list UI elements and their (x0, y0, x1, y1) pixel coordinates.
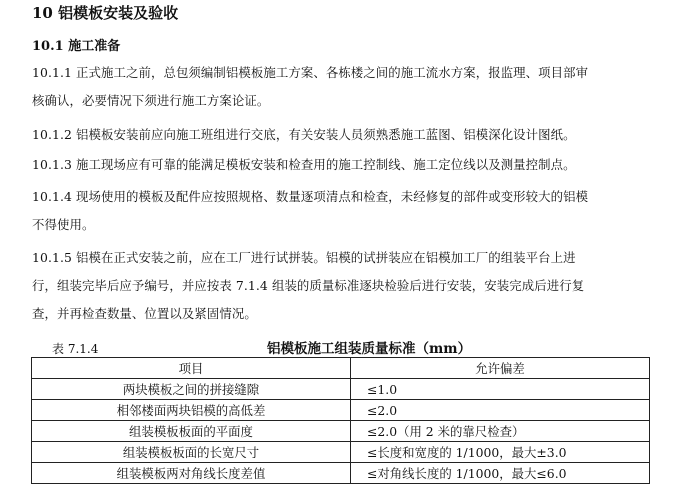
tolerance-cell: ≤1.0 (351, 379, 650, 400)
clause-text: 铝模板安装前应向施工班组进行交底，有关安装人员须熟悉施工蓝图、铝模深化设计图纸。 (76, 127, 576, 142)
column-header-item: 项目 (32, 358, 351, 379)
item-cell: 两块模板之间的拼接缝隙 (32, 379, 351, 400)
paragraph-line: 不得使用。 (32, 217, 95, 232)
table-row (32, 442, 650, 463)
paragraph-line (32, 151, 658, 179)
table-header-row (32, 358, 650, 379)
subsection-title: 10.1 施工准备 (32, 39, 121, 54)
column-header-tolerance: 允许偏差 (351, 358, 650, 379)
quality-standard-table (31, 357, 650, 484)
paragraph-line: 行，组装完毕后应予编号，并应按表 7.1.4 组装的质量标准逐块检验后进行安装，安装完成后进行复 (32, 278, 585, 293)
paragraph-10-1-1 (32, 59, 658, 115)
clause-number: 10.1.3 (32, 157, 73, 172)
table-label: 表 7.1.4 (52, 342, 99, 356)
paragraph-line (32, 183, 658, 211)
clause-text: 铝模在正式安装之前，应在工厂进行试拼装。铝模的试拼装应在铝模加工厂的组装平台上进 (76, 250, 576, 265)
paragraph-line (32, 121, 658, 149)
table-row (32, 379, 650, 400)
paragraph-line: 查，并再检查数量、位置以及紧固情况。 (32, 306, 257, 321)
item-cell: 组装模板板面的平面度 (32, 421, 351, 442)
tolerance-cell: ≤2.0 (351, 400, 650, 421)
paragraph-line (32, 59, 658, 87)
clause-number: 10.1.5 (32, 250, 73, 265)
table-title: 铝模板施工组装质量标准（mm） (267, 341, 472, 357)
tolerance-cell: ≤2.0（用 2 米的靠尺检查） (351, 421, 650, 442)
section-title: 10 铝模板安装及验收 (32, 4, 179, 22)
tolerance-cell: ≤长度和宽度的 1/1000，最大±3.0 (351, 442, 650, 463)
clause-number: 10.1.4 (32, 189, 73, 204)
paragraph-10-1-3 (32, 151, 658, 179)
table-row (32, 421, 650, 442)
clause-text: 现场使用的模板及配件应按照规格、数量逐项清点和检查，未经修复的部件或变形较大的铝模 (76, 189, 589, 204)
clause-number: 10.1.2 (32, 127, 73, 142)
table-row (32, 463, 650, 484)
item-cell: 组装模板板面的长宽尺寸 (32, 442, 351, 463)
paragraph-10-1-4 (32, 183, 658, 239)
clause-text: 正式施工之前，总包须编制铝模板施工方案、各栋楼之间的施工流水方案，报监理、项目部审 (76, 65, 589, 80)
paragraph-line (32, 244, 658, 272)
paragraph-line: 核确认，必要情况下须进行施工方案论证。 (32, 93, 270, 108)
paragraph-10-1-2 (32, 121, 658, 149)
item-cell: 相邻楼面两块铝模的高低差 (32, 400, 351, 421)
item-cell: 组装模板两对角线长度差值 (32, 463, 351, 484)
table-row (32, 400, 650, 421)
paragraph-10-1-5 (32, 244, 658, 328)
clause-number: 10.1.1 (32, 65, 73, 80)
clause-text: 施工现场应有可靠的能满足模板安装和检查用的施工控制线、施工定位线以及测量控制点。 (76, 157, 576, 172)
tolerance-cell: ≤对角线长度的 1/1000，最大≤6.0 (351, 463, 650, 484)
